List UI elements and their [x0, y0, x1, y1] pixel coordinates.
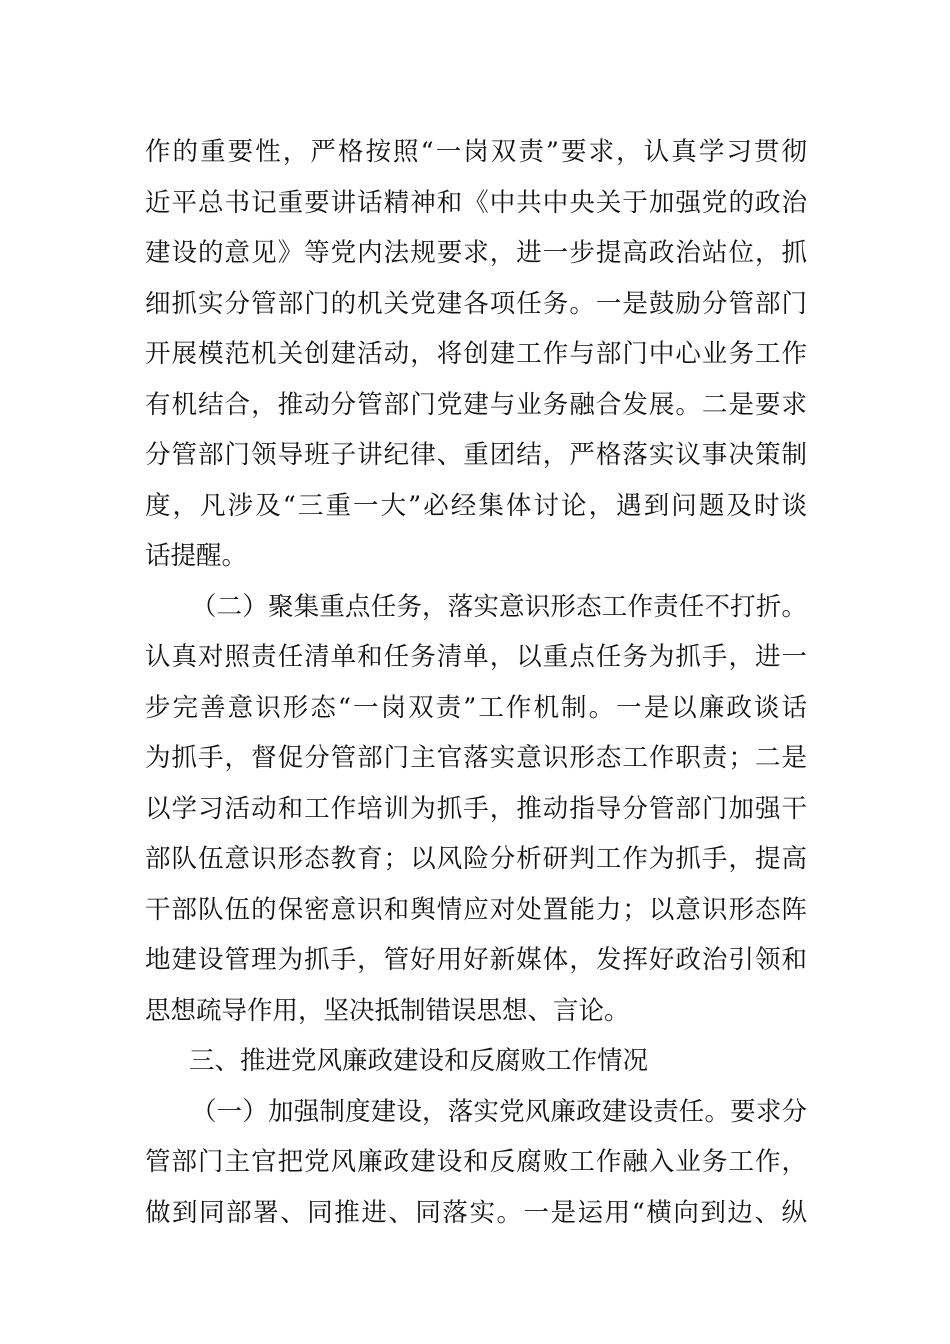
text-line: 部队伍意识形态教育；以风险分析研判工作为抓手，提高: [145, 844, 807, 874]
section-heading-2: （二）聚集重点任务，落实意识形态工作责任不打折。: [191, 591, 807, 622]
text-line: 为抓手，督促分管部门主官落实意识形态工作职责；二是: [145, 743, 807, 773]
text-line: 度，凡涉及“三重一大”必经集体讨论，遇到问题及时谈: [145, 490, 807, 521]
text-line: 建设的意见》等党内法规要求，进一步提高政治站位，抓: [145, 238, 807, 268]
text-line: 步完善意识形态“一岗双责”工作机制。一是以廉政谈话: [145, 692, 807, 723]
text-line: 作的重要性，严格按照“一岗双责”要求，认真学习贯彻: [145, 137, 807, 167]
text-line: 有机结合，推动分管部门党建与业务融合发展。二是要求: [145, 389, 807, 420]
text-line: 话提醒。: [145, 541, 248, 571]
text-line: 思想疏导作用，坚决抵制错误思想、言论。: [145, 995, 630, 1026]
section-heading-3: 三、推进党风廉政建设和反腐败工作情况: [189, 1046, 649, 1076]
text-line: 开展模范机关创建活动，将创建工作与部门中心业务工作: [145, 339, 807, 369]
text-line: 分管部门领导班子讲纪律、重团结，严格落实议事决策制: [145, 440, 807, 470]
text-line: 做到同部署、同推进、同落实。一是运用“横向到边、纵: [145, 1197, 807, 1228]
text-line: 地建设管理为抓手，管好用好新媒体，发挥好政治引领和: [145, 945, 807, 975]
text-line: 近平总书记重要讲话精神和《中共中央关于加强党的政治: [145, 187, 807, 218]
subsection-heading-1: （一）加强制度建设，落实党风廉政建设责任。要求分: [191, 1096, 807, 1127]
text-line: 以学习活动和工作培训为抓手，推动指导分管部门加强干: [145, 793, 807, 824]
text-line: 认真对照责任清单和任务清单，以重点任务为抓手，进一: [145, 642, 807, 672]
text-line: 细抓实分管部门的机关党建各项任务。一是鼓励分管部门: [145, 288, 807, 319]
body-text: [145, 127, 807, 1238]
text-line: 干部队伍的保密意识和舆情应对处置能力；以意识形态阵: [145, 894, 807, 925]
text-line: 管部门主官把党风廉政建设和反腐败工作融入业务工作，: [145, 1147, 807, 1177]
